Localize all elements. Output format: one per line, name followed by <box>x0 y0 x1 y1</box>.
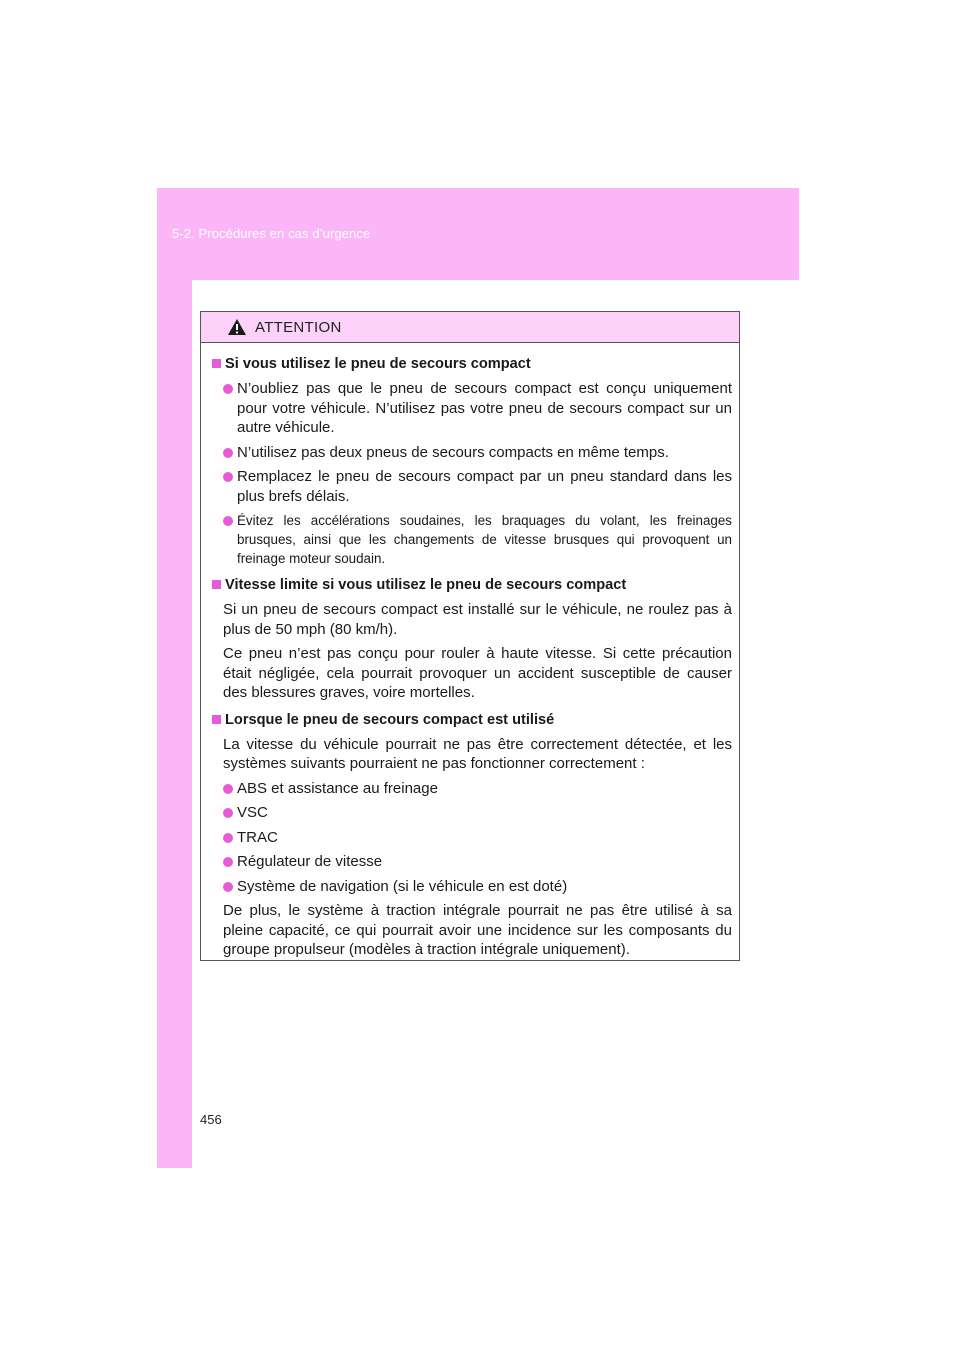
warning-header <box>201 312 739 343</box>
page-number: 456 <box>200 1112 222 1127</box>
square-marker-icon <box>212 359 221 368</box>
list-item: Évitez les accélérations soudaines, les braquages du volant, les freinages brusques, ainsi que les changements de vitesse brusques qui provoquent un freinage moteur soudain. <box>223 511 732 568</box>
paragraph: La vitesse du véhicule pourrait ne pas être correctement détectée, et les systèmes suivants pourraient ne pas fonctionner correctement : <box>223 735 732 772</box>
bullet-dot-icon <box>223 384 233 394</box>
section-heading: Vitesse limite si vous utilisez le pneu de secours compact <box>212 575 732 595</box>
bullet-dot-icon <box>223 516 233 526</box>
list-item: Régulateur de vitesse <box>223 852 732 872</box>
list-item: Système de navigation (si le véhicule en est doté) <box>223 877 732 897</box>
side-color-strip <box>157 280 192 1168</box>
bullet-dot-icon <box>223 857 233 867</box>
square-marker-icon <box>212 715 221 724</box>
list-item: VSC <box>223 803 732 823</box>
bullet-dot-icon <box>223 448 233 458</box>
bullet-dot-icon <box>223 784 233 794</box>
list-item: ABS et assistance au freinage <box>223 779 732 799</box>
bullet-dot-icon <box>223 833 233 843</box>
paragraph: De plus, le système à traction intégrale pourrait ne pas être utilisé à sa pleine capacité, ce qui pourrait avoir une incidence sur les composants du groupe propulseur (modèles à traction intégrale uniquement). <box>223 902 732 958</box>
section-title: 5-2. Procédures en cas d’urgence <box>172 226 371 241</box>
square-marker-icon <box>212 580 221 589</box>
warning-triangle-icon <box>227 318 247 336</box>
list-item: TRAC <box>223 828 732 848</box>
bullet-dot-icon <box>223 808 233 818</box>
list-item: N’oubliez pas que le pneu de secours compact est conçu uniquement pour votre véhicule. N’utilisez pas votre pneu de secours compact sur un autre véhicule. <box>223 379 732 438</box>
paragraph: Ce pneu n’est pas conçu pour rouler à haute vitesse. Si cette précaution était négligée, cela pourrait provoquer un accident susceptible de causer des blessures graves, voire mortelles. <box>223 645 732 701</box>
list-item: N’utilisez pas deux pneus de secours compacts en même temps. <box>223 443 732 463</box>
bullet-dot-icon <box>223 472 233 482</box>
paragraph: Si un pneu de secours compact est installé sur le véhicule, ne roulez pas à plus de 50 mph (80 km/h). <box>223 601 732 638</box>
section-heading: Lorsque le pneu de secours compact est utilisé <box>212 710 732 730</box>
warning-body <box>201 343 739 960</box>
warning-box <box>200 311 740 961</box>
list-item: Remplacez le pneu de secours compact par un pneu standard dans les plus brefs délais. <box>223 467 732 506</box>
section-heading: Si vous utilisez le pneu de secours compact <box>212 354 732 374</box>
bullet-dot-icon <box>223 882 233 892</box>
warning-title: ATTENTION <box>255 318 342 336</box>
